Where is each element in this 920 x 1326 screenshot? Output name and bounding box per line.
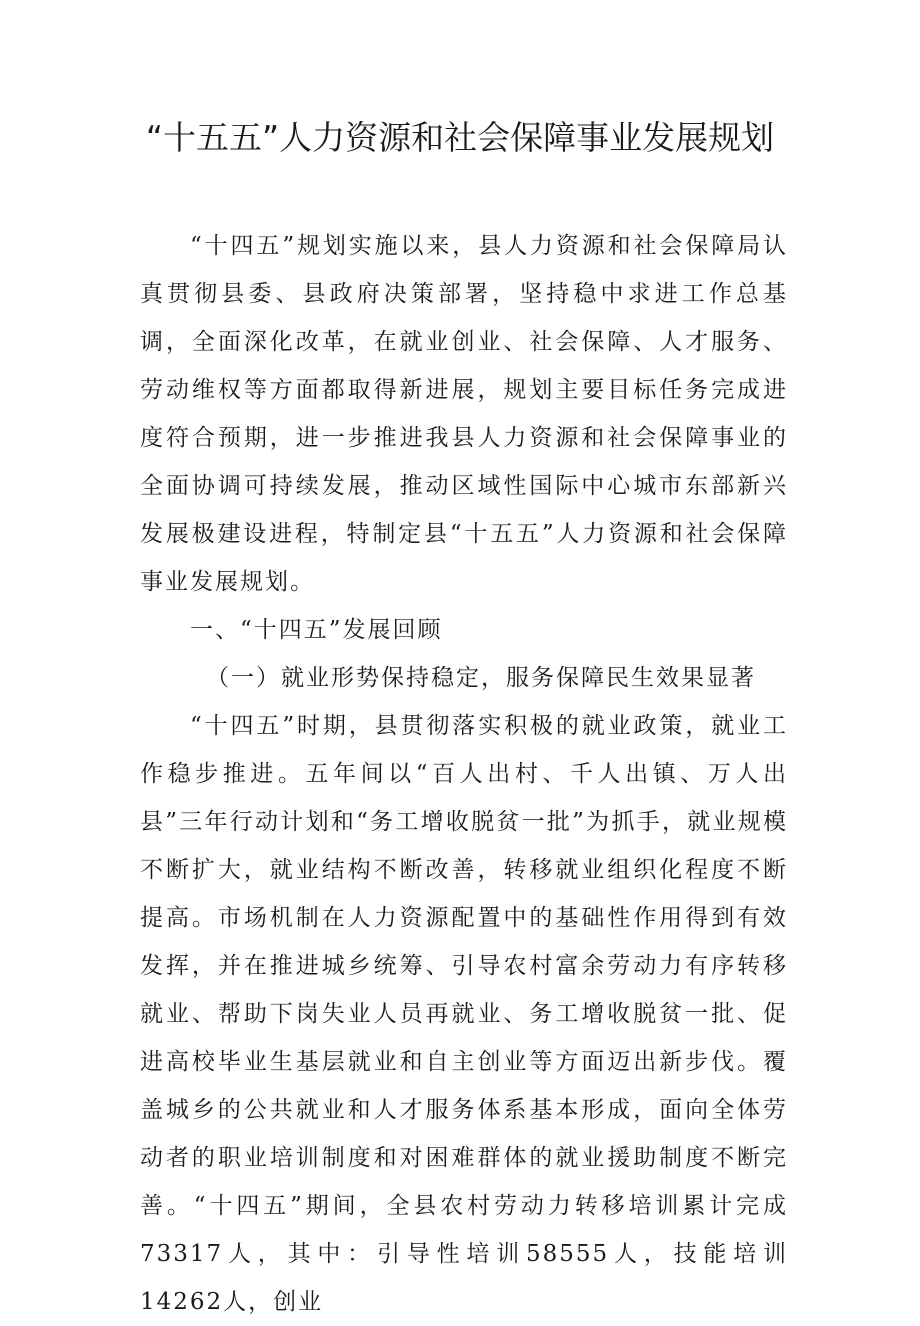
subsection-paragraph: “十四五”时期，县贯彻落实积极的就业政策，就业工作稳步推进。五年间以“百人出村、千人出镇、万人出县”三年行动计划和“务工增收脱贫一批”为抓手，就业规模不断扩大，就业结构不断改善，转移就业组织化程度不断提高。市场机制在人力资源配置中的基础性作用得到有效发挥，并在推进城乡统筹、引导农村富余劳动力有序转移就业、帮助下岗失业人员再就业、务工增收脱贫一批、促进高校毕业生基层就业和自主创业等方面迈出新步伐。覆盖城乡的公共就业和人才服务体系基本形成，面向全体劳动者的职业培训制度和对困难群体的就业援助制度不断完善。“十四五”期间，全县农村劳动力转移培训累计完成73317人，其中：引导性培训58555人，技能培训14262人，创业: [140, 713, 788, 1315]
section-heading: 一、“十四五”发展回顾: [190, 617, 443, 643]
document-body: [140, 222, 788, 1326]
document-title: “十五五”人力资源和社会保障事业发展规划: [145, 118, 775, 157]
subsection-heading: （一）就业形势保持稳定，服务保障民生效果显著: [206, 665, 756, 691]
intro-paragraph: “十四五”规划实施以来，县人力资源和社会保障局认真贯彻县委、县政府决策部署，坚持稳中求进工作总基调，全面深化改革，在就业创业、社会保障、人才服务、劳动维权等方面都取得新进展，规划主要目标任务完成进度符合预期，进一步推进我县人力资源和社会保障事业的全面协调可持续发展，推动区域性国际中心城市东部新兴发展极建设进程，特制定县“十五五”人力资源和社会保障事业发展规划。: [140, 233, 788, 595]
